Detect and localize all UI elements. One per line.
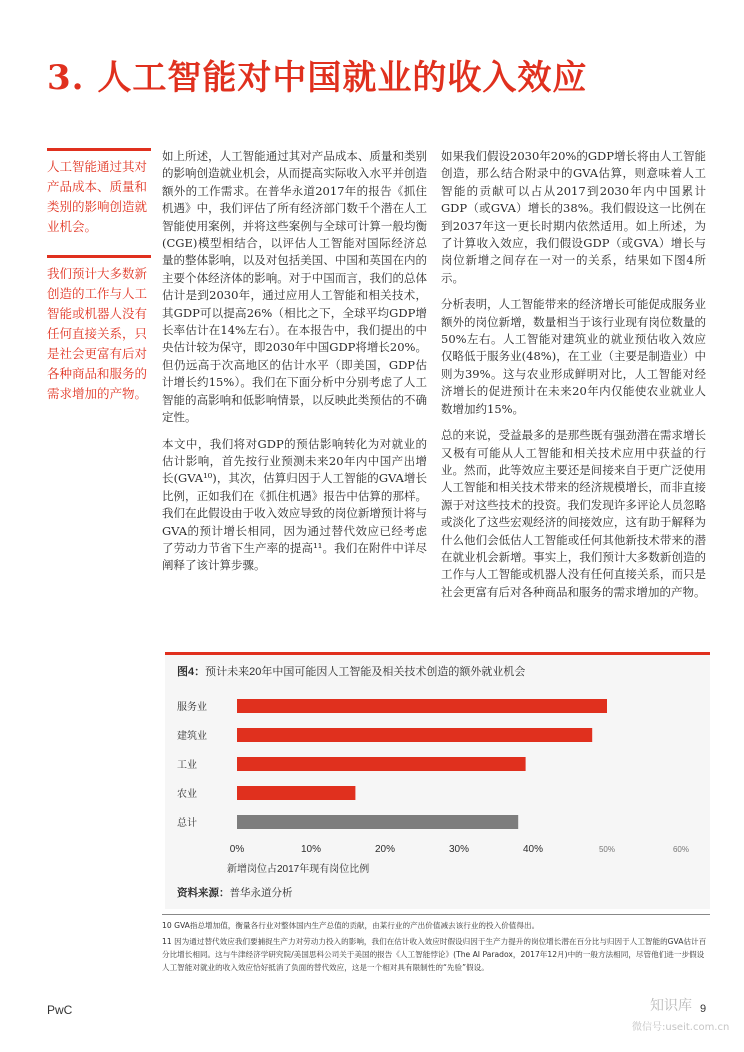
category-label: 总计 bbox=[177, 818, 197, 829]
figure-4 bbox=[165, 652, 710, 909]
body-column-2 bbox=[441, 148, 706, 610]
category-label: 农业 bbox=[177, 789, 197, 800]
x-axis-label: 新增岗位占2017年现有岗位比例 bbox=[227, 864, 370, 875]
category-label: 建筑业 bbox=[177, 731, 207, 742]
paragraph: 分析表明，人工智能带来的经济增长可能促成服务业额外的岗位新增，数量相当于该行业现有岗位数量的50%左右。人工智能对建筑业的就业预估收入效应仅略低于服务业(48%)，在工业（主要是制造业）中则为39%。这与农业形成鲜明对比，人工智能对经济增长的促进预计在未来20年内仅能使农业就业人数增加约15%。 bbox=[441, 297, 706, 416]
bar-chart bbox=[165, 675, 710, 895]
footnote-10: 10 GVA指总增加值，衡量各行业对整体国内生产总值的贡献，由某行业的产出价值减去该行业的投入价值得出。 bbox=[162, 921, 540, 930]
figure-label: 图4： bbox=[177, 666, 206, 678]
brand-logo: PwC bbox=[47, 1003, 73, 1017]
figure-caption-text: 预计未来20年中国可能因人工智能及相关技术创造的额外就业机会 bbox=[205, 666, 526, 678]
bar bbox=[237, 786, 355, 800]
bar bbox=[237, 815, 518, 829]
x-tick-label: 20% bbox=[374, 844, 396, 855]
source-label: 资料来源： bbox=[177, 887, 230, 899]
source-text: 普华永道分析 bbox=[229, 887, 293, 899]
x-tick-label: 30% bbox=[448, 844, 470, 855]
page-number: 9 bbox=[700, 1003, 707, 1015]
footnotes bbox=[162, 914, 710, 977]
bar bbox=[237, 757, 526, 771]
sidebar-quote-2: 我们预计大多数新创造的工作与人工智能或机器人没有任何直接关系，只是社会更富有后对各种商品和服务的需求增加的产物。 bbox=[47, 255, 151, 404]
x-tick-label: 60% bbox=[672, 845, 690, 854]
page-title: 3. 人工智能对中国就业的收入效应 bbox=[47, 58, 588, 98]
sidebar-quote-1: 人工智能通过其对产品成本、质量和类别的影响创造就业机会。 bbox=[47, 148, 151, 237]
paragraph: 如果我们假设2030年20%的GDP增长将由人工智能创造，那么结合附录中的GVA估算，则意味着人工智能的贡献可以占从2017到2030年内中国累计GDP（或GVA）增长的38%。我们假设这一比例在到2037年这一更长时期内依然适用。如上所述，为了计算收入效应，我们假设GDP（或GVA）增长与岗位新增之间存在一对一的关系，结果如下图4所示。 bbox=[441, 149, 706, 285]
sidebar bbox=[47, 148, 151, 404]
bar bbox=[237, 728, 592, 742]
paragraph: 如上所述，人工智能通过其对产品成本、质量和类别的影响创造就业机会，从而提高实际收入水平并创造额外的工作需求。在普华永道2017年的报告《抓住机遇》中，我们评估了所有经济部门数千个潜在人工智能使用案例，并将这些案例与全球可计算一般均衡(CGE)模型相结合，以评估人工智能对国际经济总量的整体影响，以及对包括美国、中国和英国在内的主要个体经济体的影响。对于中国而言，我们的总体估计是到2030年，通过应用人工智能和相关技术，其GDP可以提高26%（相比之下，全球平均GDP增长率估计在14%左右）。在本报告中，我们提出的中央估计较为保守，即2030年中国GDP将增长20%。但仍远高于次高地区的估计水平（即美国，GDP估计增长约15%）。我们在下面分析中分别考虑了人工智能的高影响和低影响情景，以反映此类预估的不确定性。 bbox=[162, 149, 427, 425]
footnote-11: 11 因为通过替代效应我们要捕捉生产力对劳动力投入的影响，我们在估计收入效应时假设归因于生产力提升的岗位增长潜在百分比与归因于人工智能的GVA估计百分比增长相同。这与牛津经济学研究院/美国思科公司关于美国的报告《人工智能悖论》(The AI Paradox，2017年12月)中的一般方法相同，尽管他们进一步假设人工智能对就业的收入效应恰好抵消了负面的替代效应，这是一个相对具有限制性的“先验”假设。 bbox=[162, 937, 707, 972]
paragraph: 总的来说，受益最多的是那些既有强劲潜在需求增长又极有可能从人工智能和相关技术应用中获益的行业。然而，此等效应主要还是间接来自于更广泛使用人工智能和相关技术带来的经济规模增长，而非直接源于对这些技术的投资。我们发现许多评论人员忽略或淡化了这些宏观经济的间接效应，这有助于解释为什么他们会低估人工智能或任何其他新技术带来的潜在就业机会新增。事实上，我们预计大多数新创造的工作与人工智能或机器人没有任何直接关系，而只是社会更富有后对各种商品和服务的需求增加的产物。 bbox=[441, 428, 706, 599]
bar bbox=[237, 699, 607, 713]
body-column-1 bbox=[162, 148, 427, 584]
x-tick-label: 0% bbox=[229, 844, 245, 855]
figure-source bbox=[177, 885, 293, 900]
x-tick-label: 50% bbox=[598, 845, 616, 854]
category-label: 工业 bbox=[177, 760, 197, 771]
x-tick-label: 40% bbox=[522, 844, 544, 855]
watermark-title: 知识库 bbox=[650, 998, 692, 1014]
category-label: 服务业 bbox=[177, 702, 207, 713]
paragraph: 本文中，我们将对GDP的预估影响转化为对就业的估计影响，首先按行业预测未来20年内中国产出增长(GVA¹⁰)，其次，估算归因于人工智能的GVA增长比例，正如我们在《抓住机遇》报告中估算的那样。我们在此假设由于收入效应导致的岗位新增预计将与GVA的预计增长相同，因为通过替代效应已经考虑了劳动力节省下生产率的提高¹¹。我们在附件中详尽阐释了该计算步骤。 bbox=[162, 436, 427, 573]
watermark-handle: 微信号:useit.com.cn bbox=[632, 1022, 730, 1033]
x-tick-label: 10% bbox=[300, 844, 322, 855]
